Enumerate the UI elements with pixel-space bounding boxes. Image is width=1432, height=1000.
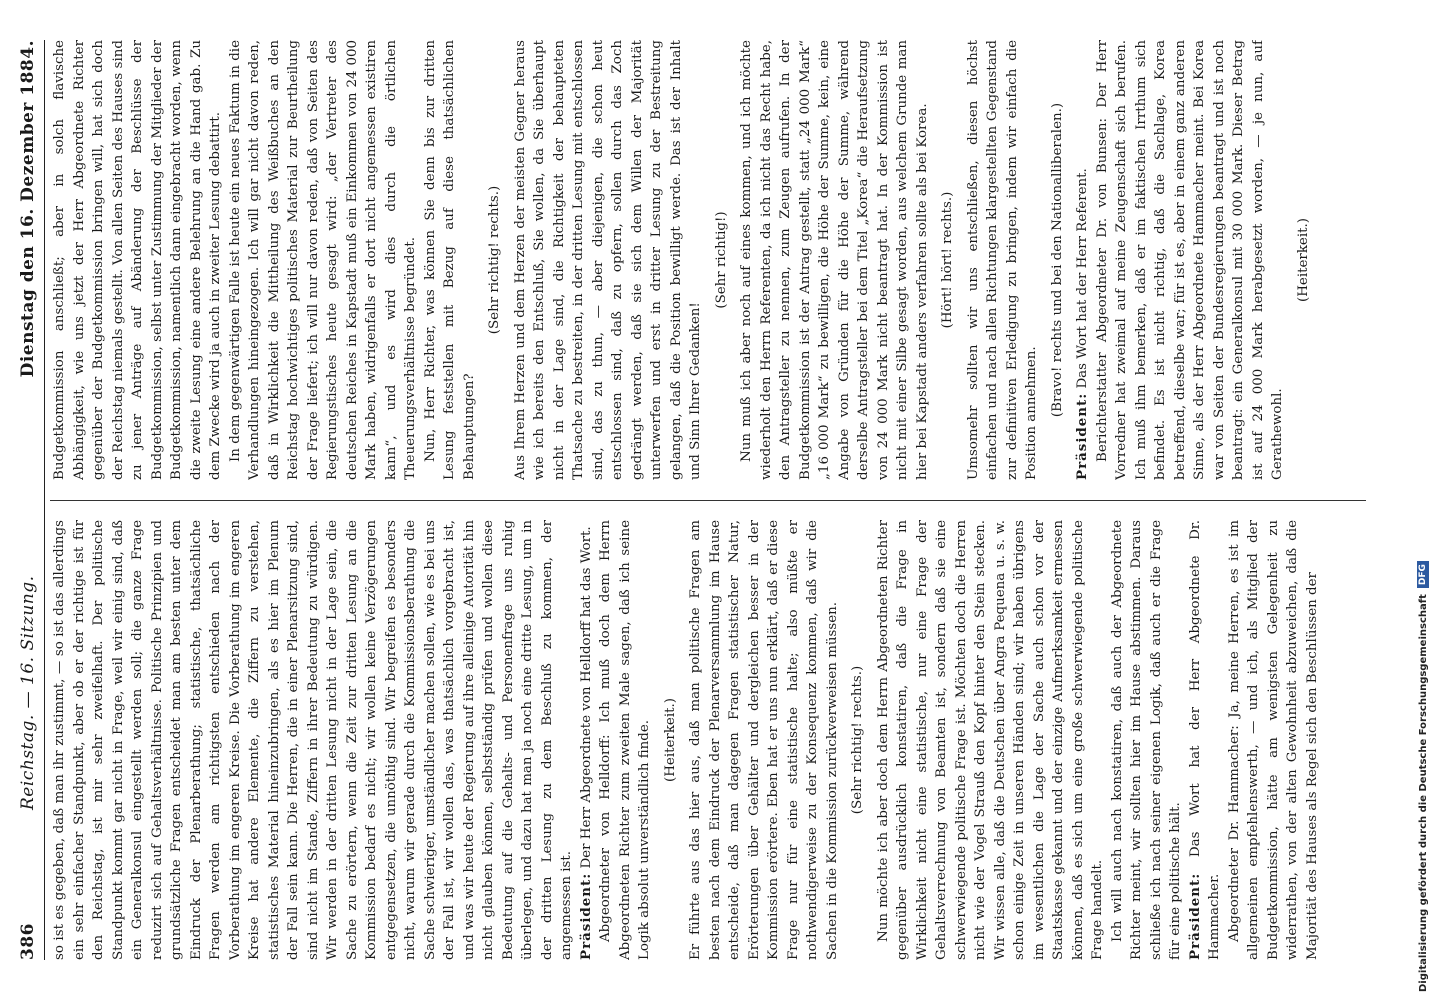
reaction-note: (Sehr richtig!) [713,211,729,309]
body-paragraph: Abgeordneter von Helldorff: Ich muß doch dem Herrn Abgeordneten Richter zum zweiten Male sagen, daß ich seine Logik absolut unverständlich finde. [598,520,652,960]
speaker-paragraph [1186,520,1225,960]
body-paragraph: Budgetkommission anschließt; aber in solch flavische Abhängigkeit, wie uns jetzt der Herr Abgeordnete Richter gegenüber der Budgetkommission bringen will, hat sich doch der Reichstag niemals gestellt. Von allen Seiten des Hauses sind zu jener Anträge auf Abänderung der Beschlüsse der Budgetkommission, selbst unter Zustimmung der Mitglieder der Budgetkommission, namentlich dann eingebracht worden, wenn die zweite Lesung eine andere Belehrung an die Hand gab. Zu dem Zwecke wird ja auch in zweiter Lesung debattirt. [52,40,223,480]
column-divider [50,500,1366,501]
body-paragraph: In dem gegenwärtigen Falle ist heute ein neues Faktum in die Verhandlungen hineingezogen. Ich will gar nicht davon reden, daß in Wirklichkeit die Mittheilung des Weißbuches an den Reichstag hochwichtiges politisches Material zur Beurtheilung der Frage liefert; ich will nur davon reden, daß von Seiten des Regierungstisches heute gesagt wird: „der Vertreter des deutschen Reiches in Kapstadt muß ein Einkommen von 24 000 Mark haben, widrigenfalls er dort nicht angemessen existiren kann“, und es wird dies durch die örtlichen Theuerungsverhältnisse begründet. [227,40,418,480]
speaker-paragraph [577,520,597,960]
speaker-text: Das Wort hat der Herr Abgeordnete Dr. Hammacher. [1187,520,1222,960]
reaction-note: (Heiterkeit.) [1295,218,1311,302]
body-paragraph: Ich will auch nach konstatiren, daß auch der Abgeordnete Richter meint, wir sollten hier im Hause abstimmen. Daraus schließe ich nach seiner eigenen Logik, daß auch er die Frage für eine politische hält. [1109,520,1183,960]
page-header [8,40,45,960]
session-date: Dienstag den 16. Dezember 1884. [18,40,38,378]
body-paragraph: Abgeordneter Dr. Hammacher: Ja, meine Herren, es ist im allgemeinen empfehlenswerth, — und ich, als Mitglied der Budgetkommission, hätte am wenigsten Gelegenheit zu widerrathen, von der alten Gewohnheit abzuweichen, daß die Majorität des Hauses als Regel sich den Beschlüssen der [1226,520,1320,960]
reaction-note: (Sehr richtig! rechts.) [487,185,502,335]
dfg-logo: DFG [1417,561,1429,588]
reaction-note: (Hört! hört! rechts.) [940,191,955,329]
text-columns [50,40,1366,960]
reaction-note: (Bravo! rechts und bei den Nationalliberalen.) [1049,102,1065,418]
speaker-text: Der Herr Abgeordnete von Helldorff hat das Wort. [578,526,594,873]
body-paragraph: Aus Ihrem Herzen und dem Herzen der meisten Gegner heraus wie ich bereits den Entschluß, Sie wollen, da Sie überhaupt nicht in der Lage sind, die Richtigkeit der behaupteten Thatsache zu bestreiten, in der dritten Lesung mit entschlossen sind, das zu thun, — aber diejenigen, die schon heut entschlossen sind, daß zu opfern, sollen durch das Zoch gedrängt werden, daß sie sich dem Willen der Majorität unterwerfen und erst in dritter Lesung zu der Bestreitung gelangen, daß die Position bewilligt werde. Das ist der Inhalt und Sinn Ihrer Gedanken! [512,40,703,480]
speaker-paragraph [1073,40,1093,480]
body-paragraph: Er führte aus das hier aus, daß man politische Fragen am besten nach dem Eindruck der Plenarversammlung im Hause entscheide, daß man dagegen Fragen statistischer Natur, Erörterungen über Gehälter und dergleichen besser in der Kommission erörtere. Eben hat er uns nun erklärt, daß er diese Frage nur für eine statistische halte; also müßte er nothwendigerweise zu der Konsequenz kommen, daß wir die Sachen in die Kommission zurückverweisen müssen. [688,520,840,960]
session-title: Reichstag. — 16. Sitzung. [18,575,38,810]
speaker-label: Präsident: [1074,392,1090,480]
body-paragraph: Nun muß ich aber noch auf eines kommen, und ich möchte wiederholt den Herrn Referenten, da ich nicht das Recht habe, den Antragsteller zu nennen, zum Zeugen aufrufen. In der Budgetkommission ist der Antrag gestellt, statt „24 000 Mark“ „16 000 Mark“ zu bewilligen, die Höhe der Summe, kein, eine Angabe von Gründen für die Höhe der Summe, während derselbe Antragsteller bei dem Titel „Korea“ die Heraufsetzung von 24 000 Mark nicht beantragt hat. In der Kommission ist nicht mit einer Silbe gesagt worden, aus welchem Grunde man hier bei Kapstadt anders verfahren sollte als bei Korea. [739,40,930,480]
speaker-label: Präsident: [1186,872,1203,960]
reaction-note: (Sehr richtig! rechts.) [850,665,865,815]
body-paragraph: Nun möchte ich aber doch dem Herrn Abgeordneten Richter gegenüber ausdrücklich konstatiren, daß die Frage in Wirklichkeit nicht eine statistische, nur eine Frage der Gehaltsverrechnung von Beamten ist, sondern daß sie eine schwerwiegende politische Frage ist. Möchten doch die Herren nicht wie der Vogel Strauß den Kopf hinter den Stein stecken. Wir wissen alle, daß die Deutschen über Angra Pequena u. s. w. schon einige Zeit in unseren Händen sind; wir haben übrigens im wesentlichen die Lage der Sache auch schon vor der Staatskasse gekannt und der einzige Aufmerksamkeit ermessen können, daß es sich um eine große schwerwiegende politische Frage handelt. [875,520,1105,960]
page-number: 386 [18,923,38,960]
speaker-text: Das Wort hat der Herr Referent. [1075,168,1090,393]
body-paragraph: so ist es gegeben, daß man ihr zustimmt, — so ist das allerdings ein sehr einfacher Standpunkt, aber ob er der richtige ist für den Reichstag, ist mir sehr zweifelhaft. Der politische Standpunkt kommt gar nicht in Frage, weil wir einig sind, daß ein Generalkonsul eingestellt werden soll; die ganze Frage reduzirt sich auf Gehaltsverhältnisse. Politische Prinzipien und grundsätzliche Fragen entscheidet man am besten unter dem Eindruck der Plenarberathung; statistische, thatsächliche Fragen werden am richtigsten entschieden nach der Vorberathung im engeren Kreise. Die Vorberathung im engeren Kreise hat andere Elemente, die Ziffern zu verstehen, statistisches Material hineinzubringen, als es hier im Plenum der Fall sein kann. Die Herren, die in einer Plenarsitzung sind, sind nicht im Stande, Ziffern in ihrer Bedeutung zu würdigen. Wir werden in der dritten Lesung nicht in der Lage sein, die Sache zu erörtern, wenn die Zeit zur dritten Lesung an die Kommission bedarf es nicht; wir wollen keine Verzögerungen entgegensetzen, die unnöthig sind. Wir begreifen es besonders nicht, warum wir gerade durch die Kommissionsberathung die Sache schwieriger, umständlicher machen sollen, wie es bei uns der Fall ist, wir wollen das, was thatsächlich vorgebracht ist, und was wir heute der Regierung auf ihre alleinige Autorität hin nicht glauben können, selbstständig prüfen und wollen diese Bedeutung auf die Gehalts- und Personenfrage uns ruhig überlegen, und dazu hat man ja noch eine dritte Lesung, um in der dritten Lesung zu dem Beschluß zu kommen, der angemessen ist. [52,520,574,960]
speaker-label: Präsident: [577,872,594,960]
reaction-note: (Heiterkeit.) [662,698,678,782]
body-paragraph: Nun, Herr Richter, was können Sie denn bis zur dritten Lesung feststellen mit Bezug auf diese thatsächlichen Behauptungen? [422,40,477,480]
body-paragraph: Umsomehr sollten wir uns entschließen, diesen höchst einfachen und nach allen Richtungen klargestellten Gegenstand zur definitiven Erledigung zu bringen, indem wir einfach die Position annehmen. [965,40,1039,480]
dfg-stamp [1416,0,1430,1000]
body-paragraph: Berichterstatter Abgeordneter Dr. von Bunsen: Der Herr Vorredner hat zweimal auf meine Zeugenschaft sich berufen. Ich muß ihm bemerken, daß er im faktischen Irrthum sich befindet. Es ist nicht richtig, daß die Sachlage, Korea betreffend, dieselbe war; für ist es, aber in einem ganz anderen Sinne, als der Herr Abgeordnete Hammacher meint. Bei Korea war von Seiten der Bundesregierungen beantragt und ist noch beantragt: ein Generalkonsul mit 30 000 Mark. Dieser Betrag ist auf 24 000 Mark herabgesetzt worden, — je nun, auf Gerathewohl. [1094,40,1285,480]
stamp-text: Digitalisierung gefördert durch die Deutsche Forschungsgemeinschaft [1417,594,1429,992]
right-column [50,40,1366,480]
left-column [50,520,1366,960]
